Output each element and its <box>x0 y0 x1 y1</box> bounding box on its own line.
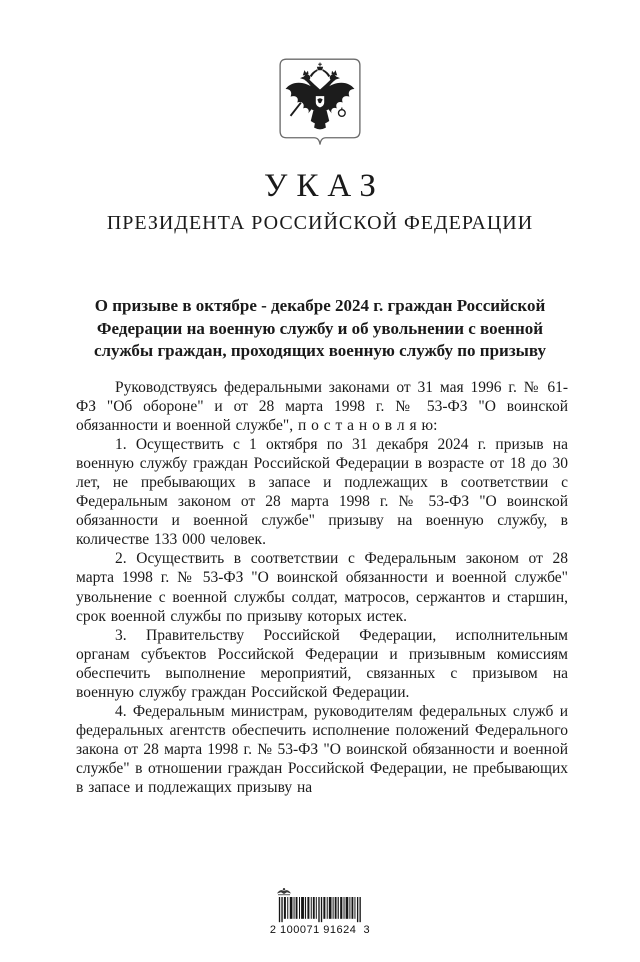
mini-eagle-mark-icon <box>276 887 292 896</box>
issuer-title: ПРЕЗИДЕНТА РОССИЙСКОЙ ФЕДЕРАЦИИ <box>106 212 534 234</box>
decree-item-2: 2. Осуществить в соответствии с Федеральным законом от 28 марта 1998 г. № 53-ФЗ "О воинской обязанности и военной службе" увольнение с военной службы солдат, матросов, сержантов и старшин, срок военной службы по призыву которых истек. <box>76 550 568 625</box>
doc-type-title: УКАЗ <box>264 168 385 204</box>
barcode-block <box>0 887 640 936</box>
barcode-icon <box>278 897 362 923</box>
decree-item-1: 1. Осуществить с 1 октября по 31 декабря 2024 г. призыв на военную службу граждан Российской Федерации в возрасте от 18 до 30 лет, не пребывающих в запасе и подлежащих в соответствии с Федеральным законом от 28 марта 1998 г. № 53-ФЗ "О воинской обязанности и военной службе" призыву на военную службу, в количестве 133 000 человек. <box>76 435 568 549</box>
decree-page <box>0 57 640 962</box>
coat-of-arms-icon <box>278 57 362 153</box>
decree-item-4: 4. Федеральным министрам, руководителям федеральных служб и федеральных агентств обеспечить исполнение положений Федерального закона от 28 марта 1998 г. № 53-ФЗ "О воинской обязанности и военной службе" в отношении граждан Российской Федерации, не пребывающих в запасе и подлежащих призыву на <box>76 703 568 797</box>
barcode-digits: 2 100071 91624 3 <box>269 924 371 936</box>
decree-subject: О призыве в октябре - декабре 2024 г. граждан Российской Федерации на военную службу и об увольнении с военной службы граждан, проходящих военную службу по призыву <box>93 296 547 360</box>
decree-body <box>76 378 568 798</box>
decree-item-3: 3. Правительству Российской Федерации, исполнительным органам субъектов Российской Федерации и призывным комиссиям обеспечить выполнение мероприятий, связанных с призывом на военную службу граждан Российской Федерации. <box>76 626 568 701</box>
preamble-paragraph: Руководствуясь федеральными законами от 31 мая 1996 г. № 61-ФЗ "Об обороне" и от 28 марта 1998 г. № 53-ФЗ "О воинской обязанности и военной службе", п о с т а н о в л я ю: <box>76 378 568 434</box>
